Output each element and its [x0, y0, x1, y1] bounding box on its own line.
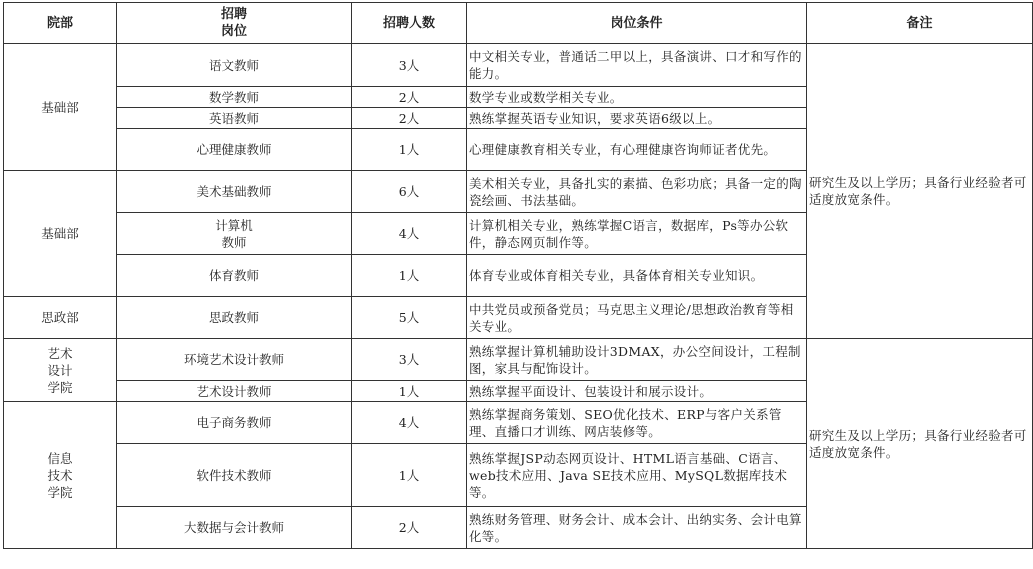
position-cell: 思政教师 [117, 297, 352, 339]
count-cell: 2人 [352, 108, 467, 129]
position-cell: 体育教师 [117, 255, 352, 297]
position-cell: 语文教师 [117, 44, 352, 87]
position-cell: 美术基础教师 [117, 171, 352, 213]
requirements-cell: 中文相关专业，普通话二甲以上，具备演讲、口才和写作的能力。 [467, 44, 807, 87]
position-cell: 数学教师 [117, 87, 352, 108]
requirements-cell: 心理健康教育相关专业，有心理健康咨询师证者优先。 [467, 129, 807, 171]
count-cell: 4人 [352, 402, 467, 444]
count-cell: 1人 [352, 444, 467, 507]
requirements-cell: 体育专业或体育相关专业，具备体育相关专业知识。 [467, 255, 807, 297]
header-notes: 备注 [807, 3, 1033, 44]
requirements-cell: 熟练掌握英语专业知识，要求英语6级以上。 [467, 108, 807, 129]
dept-cell: 信息 技术 学院 [4, 402, 117, 549]
count-cell: 1人 [352, 255, 467, 297]
recruitment-table [3, 2, 1033, 549]
requirements-cell: 计算机相关专业，熟练掌握C语言，数据库，Ps等办公软件，静态网页制作等。 [467, 213, 807, 255]
count-cell: 5人 [352, 297, 467, 339]
position-cell: 计算机 教师 [117, 213, 352, 255]
position-cell: 电子商务教师 [117, 402, 352, 444]
dept-cell: 艺术 设计 学院 [4, 339, 117, 402]
requirements-cell: 熟练掌握平面设计、包装设计和展示设计。 [467, 381, 807, 402]
header-position: 招聘 岗位 [117, 3, 352, 44]
notes-cell: 研究生及以上学历；具备行业经验者可适度放宽条件。 [807, 339, 1033, 549]
position-cell: 英语教师 [117, 108, 352, 129]
position-cell: 环境艺术设计教师 [117, 339, 352, 381]
header-dept: 院部 [4, 3, 117, 44]
count-cell: 2人 [352, 87, 467, 108]
requirements-cell: 中共党员或预备党员；马克思主义理论/思想政治教育等相关专业。 [467, 297, 807, 339]
count-cell: 3人 [352, 44, 467, 87]
position-cell: 心理健康教师 [117, 129, 352, 171]
count-cell: 4人 [352, 213, 467, 255]
table-row [4, 44, 1033, 87]
count-cell: 1人 [352, 381, 467, 402]
count-cell: 6人 [352, 171, 467, 213]
dept-cell: 思政部 [4, 297, 117, 339]
count-cell: 1人 [352, 129, 467, 171]
position-cell: 大数据与会计教师 [117, 507, 352, 549]
count-cell: 3人 [352, 339, 467, 381]
requirements-cell: 熟练财务管理、财务会计、成本会计、出纳实务、会计电算化等。 [467, 507, 807, 549]
dept-cell: 基础部 [4, 171, 117, 297]
header-requirements: 岗位条件 [467, 3, 807, 44]
requirements-cell: 熟练掌握JSP动态网页设计、HTML语言基础、C语言、web技术应用、Java SE技术应用、MySQL数据库技术等。 [467, 444, 807, 507]
count-cell: 2人 [352, 507, 467, 549]
notes-cell: 研究生及以上学历；具备行业经验者可适度放宽条件。 [807, 44, 1033, 339]
position-cell: 软件技术教师 [117, 444, 352, 507]
requirements-cell: 熟练掌握商务策划、SEO优化技术、ERP与客户关系管理、直播口才训练、网店装修等。 [467, 402, 807, 444]
table-row [4, 339, 1033, 381]
dept-cell: 基础部 [4, 44, 117, 171]
requirements-cell: 熟练掌握计算机辅助设计3DMAX，办公空间设计，工程制图，家具与配饰设计。 [467, 339, 807, 381]
header-row [4, 3, 1033, 44]
header-count: 招聘人数 [352, 3, 467, 44]
requirements-cell: 美术相关专业，具备扎实的素描、色彩功底；具备一定的陶瓷绘画、书法基础。 [467, 171, 807, 213]
position-cell: 艺术设计教师 [117, 381, 352, 402]
requirements-cell: 数学专业或数学相关专业。 [467, 87, 807, 108]
